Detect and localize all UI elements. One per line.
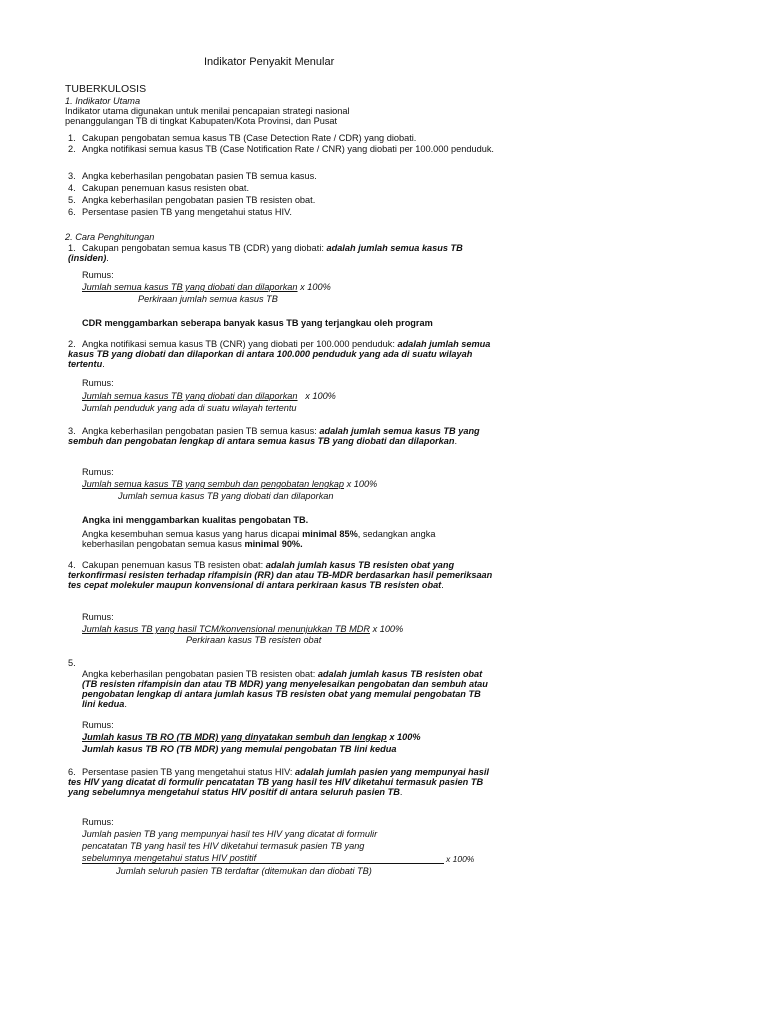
calc-item-1: 1. Cakupan pengobatan semua kasus TB (CDR) yang diobati: adalah jumlah semua kasus TB (insiden). — [68, 243, 463, 263]
formula-numerator: Jumlah kasus TB yang hasil TCM/konvensional menunjukkan TB MDR x 100% — [82, 624, 404, 634]
formula-numerator-line-3: sebelumnya mengetahui status HIV postitif — [82, 853, 257, 863]
list-item: 2. Angka notifikasi semua kasus TB (Case Notification Rate / CNR) yang diobati per 100.000 penduduk. — [68, 144, 494, 154]
calc-item-5-number: 5. — [68, 658, 76, 668]
formula-note: Angka ini menggambarkan kualitas pengobatan TB. — [82, 515, 309, 525]
calc-item-6: 6. Persentase pasien TB yang mengetahui status HIV: adalah jumlah pasien yang mempunyai hasil tes HIV yang dicatat di formulir pencatatan TB yang hasil tes HIV diketahui termasuk pasien TB yang sebelumnya mengetahui status HIV positif di antara seluruh pasien TB. — [68, 767, 489, 797]
page-title: Indikator Penyakit Menular — [204, 56, 335, 68]
calc-item-2: 2. Angka notifikasi semua kasus TB (CNR) yang diobati per 100.000 penduduk: adalah jumlah semua kasus TB yang diobati dan dilaporkan di antara 100.000 penduduk yang ada di suatu wilayah tertentu. — [68, 339, 491, 369]
list-item: 3. Angka keberhasilan pengobatan pasien TB semua kasus. — [68, 171, 317, 181]
formula-numerator-line-2: pencatatan TB yang hasil tes HIV diketahui termasuk pasien TB yang — [82, 841, 365, 851]
list-item: 5. Angka keberhasilan pengobatan pasien TB resisten obat. — [68, 195, 316, 205]
subsection-heading-1: 1. Indikator Utama — [65, 96, 141, 106]
rumus-label: Rumus: — [82, 378, 114, 388]
formula-multiplier: x 100% — [446, 854, 475, 864]
calc-item-5: Angka keberhasilan pengobatan pasien TB resisten obat: adalah jumlah kasus TB resisten obat (TB resisten rifampisin dan atau TB MDR) yang menyelesaikan pengobatan dan sembuh atau pengobatan lengkap di antara jumlah kasus TB resisten obat yang memulai pengobatan TB lini kedua. — [82, 669, 488, 709]
fraction-line — [82, 863, 444, 864]
rumus-label: Rumus: — [82, 612, 114, 622]
rumus-label: Rumus: — [82, 467, 114, 477]
formula-note: CDR menggambarkan seberapa banyak kasus TB yang terjangkau oleh program — [82, 318, 433, 328]
list-item: 4. Cakupan penemuan kasus resisten obat. — [68, 183, 250, 193]
formula-numerator: Jumlah kasus TB RO (TB MDR) yang dinyatakan sembuh dan lengkap x 100% — [82, 732, 421, 742]
formula-denominator: Jumlah penduduk yang ada di suatu wilayah tertentu — [82, 403, 297, 413]
calc-item-3: 3. Angka keberhasilan pengobatan pasien TB semua kasus: adalah jumlah semua kasus TB yang sembuh dan pengobatan lengkap di antara semua kasus TB yang diobati dan dilaporkan. — [68, 426, 480, 446]
subsection-heading-2: 2. Cara Penghitungan — [65, 232, 155, 242]
list-item: 1. Cakupan pengobatan semua kasus TB (Case Detection Rate / CDR) yang diobati. — [68, 133, 417, 143]
rumus-label: Rumus: — [82, 270, 114, 280]
section-heading: TUBERKULOSIS — [65, 83, 147, 95]
list-item: 6. Persentase pasien TB yang mengetahui status HIV. — [68, 207, 292, 217]
formula-denominator: Jumlah semua kasus TB yang diobati dan dilaporkan — [118, 491, 334, 501]
formula-denominator: Perkiraan jumlah semua kasus TB — [138, 294, 278, 304]
calc-item-4: 4. Cakupan penemuan kasus TB resisten obat: adalah jumlah kasus TB resisten obat yang terkonfirmasi resisten terhadap rifampisin (RR) dan atau TB-MDR berdasarkan hasil pemeriksaan tes cepat molekuler maupun konvensional di antara perkiraan kasus TB resisten obat. — [68, 560, 493, 590]
formula-numerator: Jumlah semua kasus TB yang sembuh dan pengobatan lengkap x 100% — [82, 479, 378, 489]
formula-denominator: Jumlah seluruh pasien TB terdaftar (ditemukan dan diobati TB) — [116, 866, 372, 876]
rumus-label: Rumus: — [82, 720, 114, 730]
rumus-label: Rumus: — [82, 817, 114, 827]
formula-numerator: Jumlah semua kasus TB yang diobati dan dilaporkan x 100% — [82, 391, 336, 401]
formula-numerator: Jumlah semua kasus TB yang diobati dan dilaporkan x 100% — [82, 282, 331, 292]
formula-note-2: Angka kesembuhan semua kasus yang harus dicapai minimal 85%, sedangkan angka keberhasilan pengobatan semua kasus minimal 90%. — [82, 529, 436, 549]
intro-paragraph: Indikator utama digunakan untuk menilai pencapaian strategi nasional penanggulangan TB di tingkat Kabupaten/Kota Provinsi, dan Pusat — [65, 106, 350, 126]
formula-denominator: Jumlah kasus TB RO (TB MDR) yang memulai pengobatan TB lini kedua — [82, 744, 397, 754]
formula-numerator-line-1: Jumlah pasien TB yang mempunyai hasil tes HIV yang dicatat di formulir — [82, 829, 378, 839]
formula-denominator: Perkiraan kasus TB resisten obat — [186, 635, 322, 645]
